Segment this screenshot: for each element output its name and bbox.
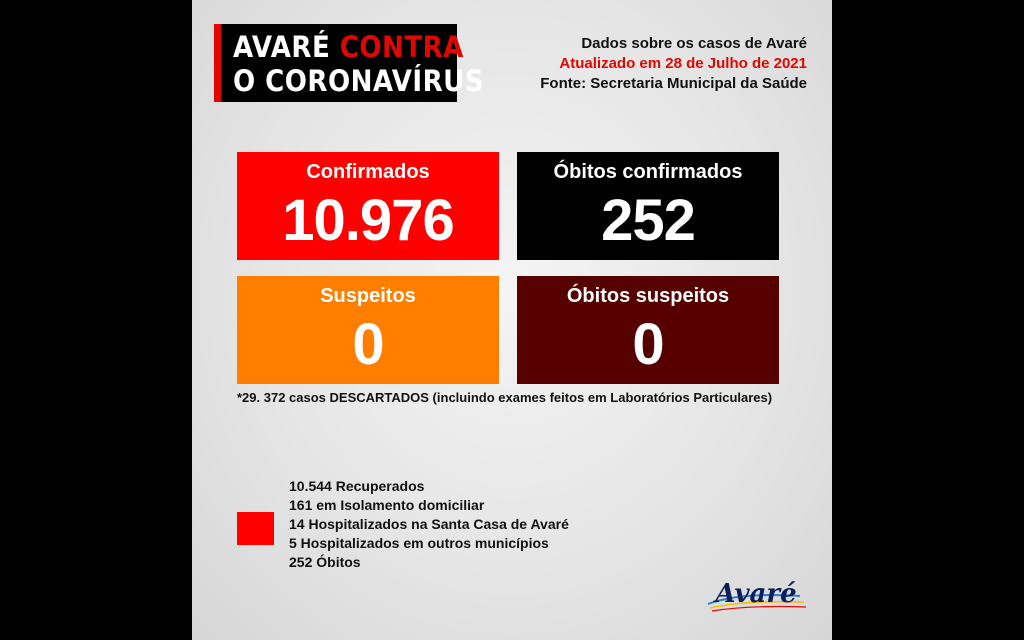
campaign-title (214, 24, 485, 102)
info-title: Dados sobre os casos de Avaré (581, 35, 807, 52)
card-value: 252 (601, 188, 695, 253)
stat-recuperados: 10.544 Recuperados (289, 478, 425, 494)
card-obitos-suspeitos (517, 276, 779, 384)
card-value: 10.976 (282, 188, 454, 253)
title-line-2: O CORONAVÍRUS (233, 64, 485, 98)
card-label: Óbitos suspeitos (566, 285, 730, 307)
updated-date: Atualizado em 28 de Julho de 2021 (559, 55, 807, 72)
poster (192, 0, 832, 640)
stat-obitos: 252 Óbitos (289, 554, 361, 570)
avare-logo (700, 574, 812, 622)
stats-list (289, 477, 569, 572)
title-word-contra: CONTRA (339, 30, 464, 64)
card-suspeitos (237, 276, 499, 384)
stat-isolamento: 161 em Isolamento domiciliar (289, 497, 485, 513)
card-label: Confirmados (306, 161, 430, 183)
card-confirmados (237, 152, 499, 260)
info-block (540, 34, 807, 94)
card-value: 0 (632, 312, 664, 377)
card-label: Óbitos confirmados (553, 161, 743, 183)
stat-hospitalizados-outros: 5 Hospitalizados em outros municípios (289, 535, 549, 551)
discarded-note: *29. 372 casos DESCARTADOS (incluindo exames feitos em Laboratórios Particulares) (237, 390, 773, 405)
card-value: 0 (352, 312, 384, 377)
title-word-avare: AVARÉ (233, 30, 331, 64)
card-label: Suspeitos (320, 285, 416, 307)
title-line-1 (233, 30, 464, 64)
source-text: Fonte: Secretaria Municipal da Saúde (540, 75, 807, 92)
card-obitos-confirmados (517, 152, 779, 260)
stat-hospitalizados-santa-casa: 14 Hospitalizados na Santa Casa de Avaré (289, 516, 569, 532)
legend-swatch (237, 512, 274, 545)
logo-text: Avaré (715, 579, 797, 609)
